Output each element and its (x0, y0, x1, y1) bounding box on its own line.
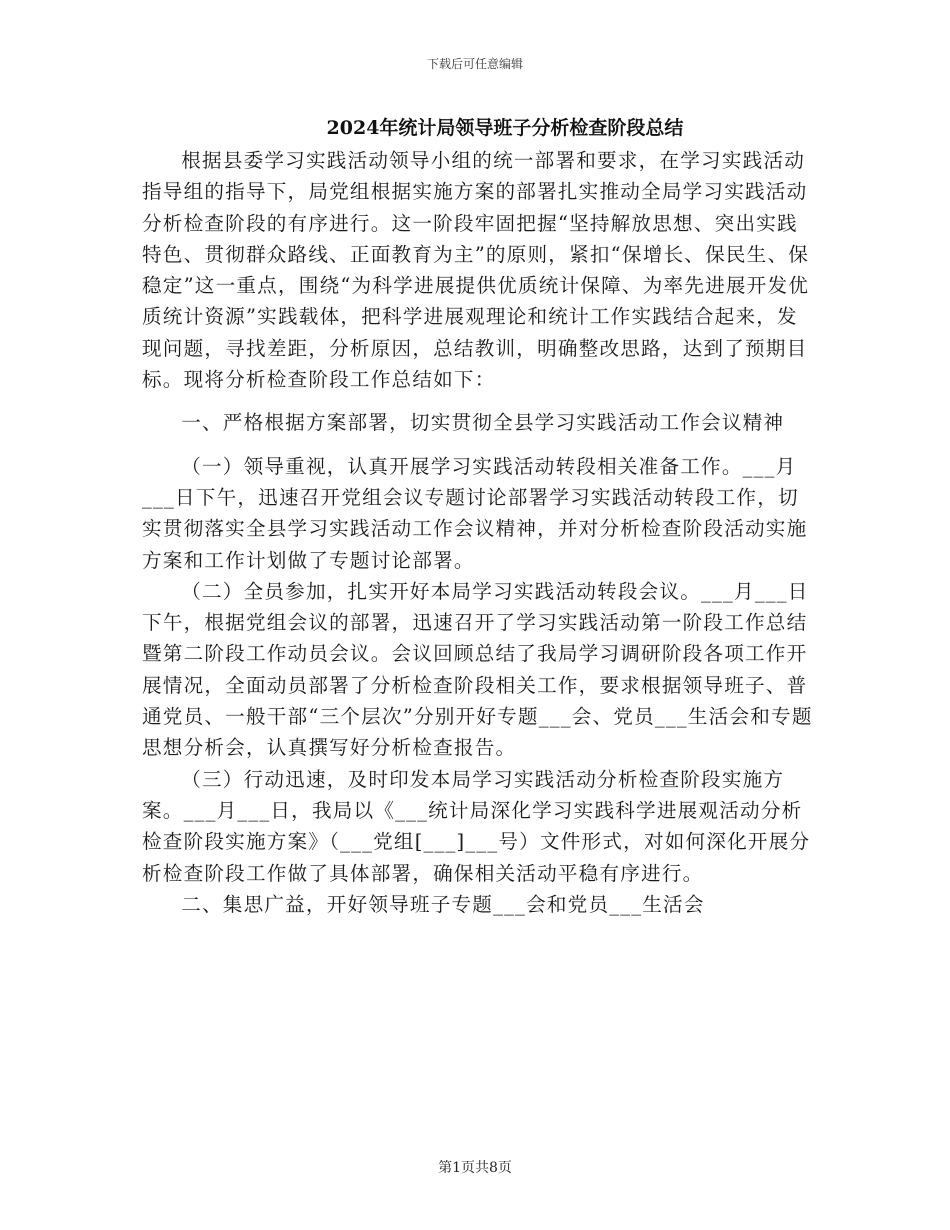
paragraph-section-1: 一、严格根据方案部署，切实贯彻全县学习实践活动工作会议精神 (181, 411, 785, 435)
page-number: 第1页共8页 (438, 1160, 512, 1176)
paragraph-intro: 根据县委学习实践活动领导小组的统一部署和要求，在学习实践活动指导组的指导下，局党组根据实施方案的部署扎实推动全局学习实践活动分析检查阶段的有序进行。这一阶段牢固把握“坚持解放思想、突出实践特色、贯彻群众路线、正面教育为主”的原则，紧扣“保增长、保民生、保稳定”这一重点，围绕“为科学进展提供优质统计保障、为率先进展开发优质统计资源”实践载体，把科学进展观理论和统计工作实践结合起来，发现问题，寻找差距，分析原因，总结教训，明确整改思路，达到了预期目标。现将分析检查阶段工作总结如下： (142, 149, 810, 392)
header-note: 下载后可任意编辑 (426, 57, 523, 71)
paragraph-section-2: 二、集思广益，开好领导班子专题___会和党员___生活会 (181, 892, 705, 916)
document-title: 2024年统计局领导班子分析检查阶段总结 (326, 117, 684, 139)
paragraph-item-2: （二）全员参加，扎实开好本局学习实践活动转段会议。___月___日下午，根据党组会议的部署，迅速召开了学习实践活动第一阶段工作总结暨第二阶段工作动员会议。会议回顾总结了我局学习调研阶段各项工作开展情况，全面动员部署了分析检查阶段相关工作，要求根据领导班子、普通党员、一般干部“三个层次”分别开好专题___会、党员___生活会和专题思想分析会，认真撰写好分析检查报告。 (142, 579, 813, 760)
paragraph-item-1: （一）领导重视，认真开展学习实践活动转段相关准备工作。___月___日下午，迅速召开党组会议专题讨论部署学习实践活动转段工作，切实贯彻落实全县学习实践活动工作会议精神，并对分析检查阶段活动实施方案和工作计划做了专题讨论部署。 (142, 454, 808, 572)
paragraph-item-3: （三）行动迅速，及时印发本局学习实践活动分析检查阶段实施方案。___月___日，我局以《___统计局深化学习实践科学进展观活动分析检查阶段实施方案》（___党组[___]___号）文件形式，对如何深化开展分析检查阶段工作做了具体部署，确保相关活动平稳有序进行。 (142, 767, 811, 885)
document-body (142, 145, 814, 920)
